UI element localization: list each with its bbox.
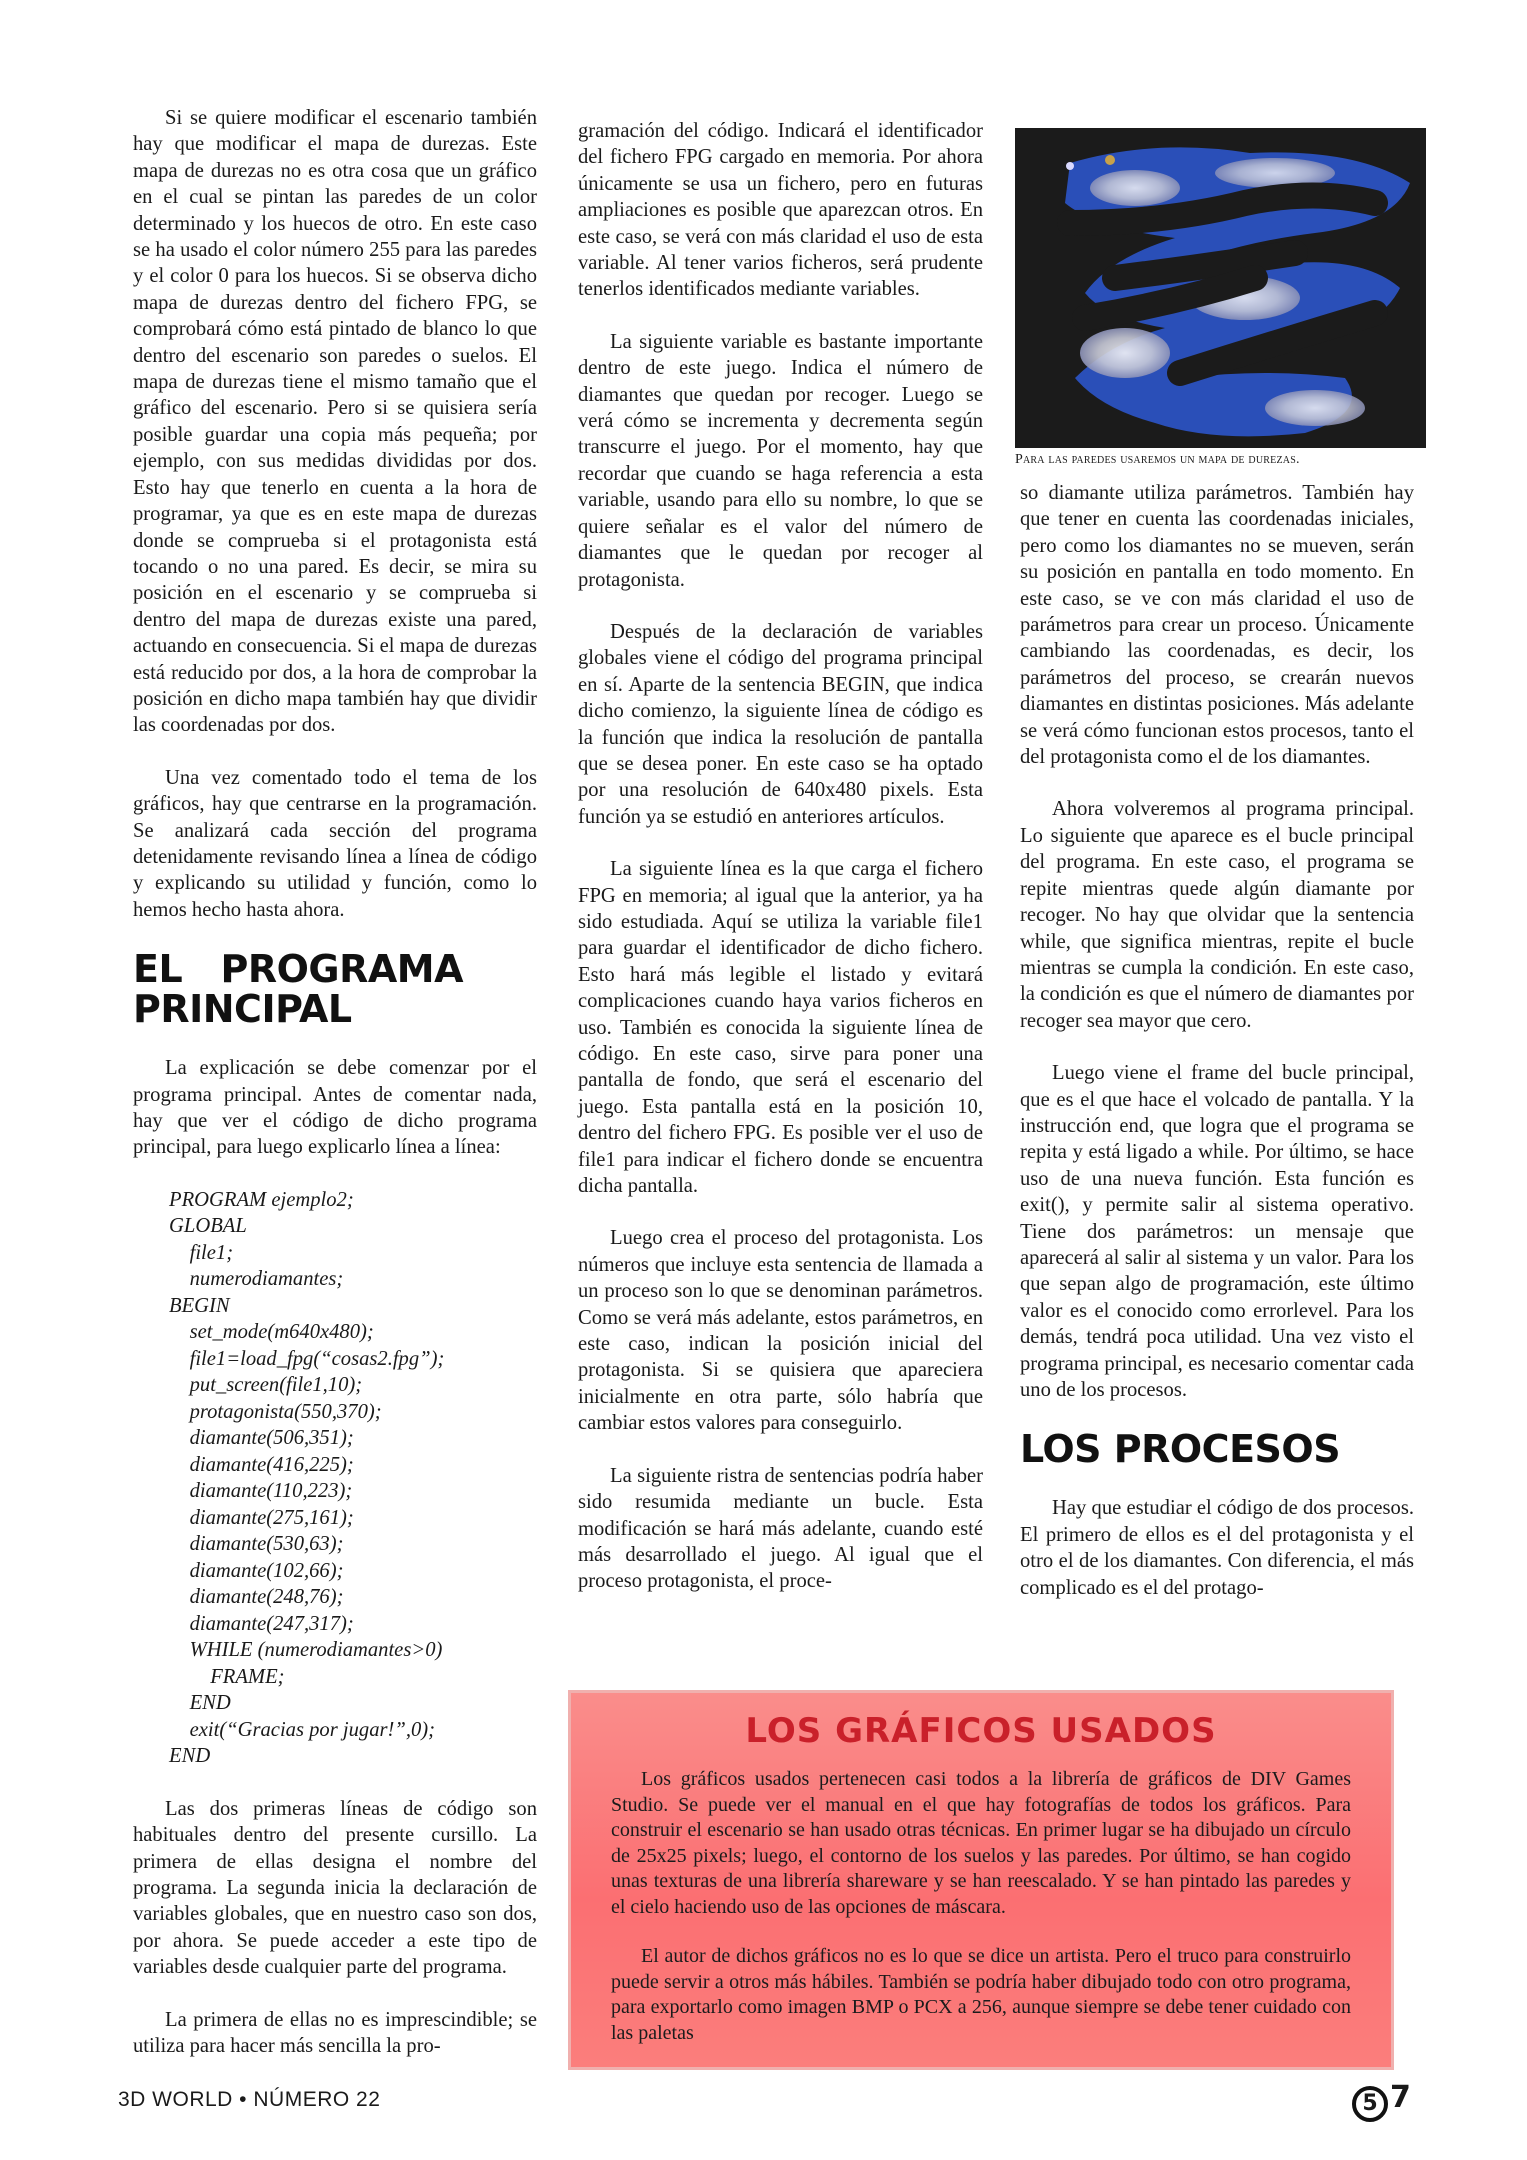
col2-paragraph-3: Después de la declaración de variables globales viene el código del programa principal en sí. Aparte de la sentencia BEGIN, que indica dicho comienzo, la siguiente línea de código es la función que indica la resolución de pantalla que se desea poner. En este caso se ha optado por una resolución de 640x480 pixels. Esta función ya se estudió en anteriores artículos. — [578, 620, 983, 828]
col2-paragraph-2: La siguiente variable es bastante importante dentro de este juego. Indica el número de diamantes que quedan por recoger. Luego se verá cómo se incrementa y decrementa según transcurre el juego. Por el momento, hay que recordar que cuando se haga referencia a esta variable, usando para ello su nombre, lo que se quiere señalar es el valor del número de diamantes que le quedan por recoger al protagonista. — [578, 330, 983, 591]
figure-caption: Para las paredes usaremos un mapa de durezas. — [1015, 452, 1300, 467]
code-line: set_mode(m640x480); — [169, 1321, 374, 1344]
heading-programa-principal: EL PROGRAMA PRINCIPAL — [133, 947, 463, 1032]
col1-paragraph-4: Las dos primeras líneas de código son habituales dentro del presente cursillo. La primera de ellas designa el nombre del programa. La segunda inicia la declaración de variables globales, que en nuestro caso son dos, por ahora. Se puede acceder a este tipo de variables desde cualquier parte del programa. — [133, 1797, 537, 1979]
col1-paragraph-5: La primera de ellas no es imprescindible; se utiliza para hacer más sencilla la pro- — [133, 2008, 537, 2058]
code-line: diamante(416,225); — [169, 1453, 354, 1476]
code-line: diamante(102,66); — [169, 1559, 344, 1582]
code-line: protagonista(550,370); — [169, 1400, 382, 1423]
column-1 — [133, 105, 537, 2085]
code-line: diamante(248,76); — [169, 1586, 344, 1609]
col3-paragraph-4: Hay que estudiar el código de dos procesos. El primero de ellos es el del protagonista y el otro el de los diamantes. Con diferencia, el más complicado es el del protago- — [1020, 1497, 1414, 1599]
col1-paragraph-3: La explicación se debe comenzar por el programa principal. Antes de comentar nada, hay que ver el código de dicho programa principal, para luego explicarlo línea a línea: — [133, 1057, 537, 1159]
col2-paragraph-4: La siguiente línea es la que carga el fichero FPG en memoria; al igual que la anterior, ya ha sido estudiada. Aquí se utiliza la variable file1 para guardar el identificador de dicho fichero. Esto hará más legible el listado y evitará complicaciones cuando haya varios ficheros en uso. También es conocida la siguiente línea de código. En este caso, sirve para poner una pantalla de fondo, que será el escenario del juego. Esta pantalla está en la posición 10, dentro del fichero FPG. Es posible ver el uso de file1 para indicar el fichero donde se encuentra dicha pantalla. — [578, 858, 983, 1198]
code-line: numerodiamantes; — [169, 1268, 344, 1291]
code-line: diamante(110,223); — [169, 1480, 353, 1503]
col1-paragraph-1: Si se quiere modificar el escenario también hay que modificar el mapa de durezas. Este mapa de durezas no es otra cosa que un gráfico en el cual se pintan las paredes de un color determinado y los huecos de otro. En este caso se ha usado el color número 255 para las paredes y el color 0 para los huecos. Si se observa dicho mapa de durezas dentro del fichero FPG, se comprobará cómo está pintado de blanco lo que dentro del escenario son paredes o suelos. El mapa de durezas tiene el mismo tamaño que el gráfico del escenario. Pero si se quisiera sería posible guardar una copia más pequeña; por ejemplo, con sus medidas divididas por dos. Esto hay que tenerlo en cuenta a la hora de programar, ya que es en este mapa de durezas donde se comprueba si el protagonista está tocando o no una pared. Es decir, se mira su posición en el escenario y se comprueba si dentro del mapa de durezas existe una pared, actuando en consecuencia. Si el mapa de durezas está reducido por dos, a la hora de comprobar la posición en dicho mapa también hay que dividir las coordenadas por dos. — [133, 107, 537, 737]
col3-paragraph-2: Ahora volveremos al programa principal. Lo siguiente que aparece es el bucle principal del programa. En este caso, el programa se repite mientras quede algún diamante por recoger. No hay que olvidar que la sentencia while, que significa mientras, repite el bucle mientras se cumpla la condición. En este caso, la condición es que el número de diamantes por recoger sea mayor que cero. — [1020, 798, 1414, 1032]
column-2 — [578, 118, 983, 1621]
code-line: diamante(247,317); — [169, 1612, 354, 1635]
code-line: diamante(275,161); — [169, 1506, 354, 1529]
col2-paragraph-5: Luego crea el proceso del protagonista. Los números que incluye esta sentencia de llamada a un proceso son lo que se denominan parámetros. Como se verá más adelante, estos parámetros, en este caso, indican la posición inicial del protagonista. Si se quisiera que apareciera inicialmente en otra parte, sólo habría que cambiar estos valores para conseguirlo. — [578, 1227, 983, 1435]
code-line: WHILE (numerodiamantes>0) — [169, 1639, 443, 1662]
col1-paragraph-2: Una vez comentado todo el tema de los gráficos, hay que centrarse en la programación. Se analizará cada sección del programa detenidamente revisando línea a línea de código y explicando su utilidad y función, como lo hemos hecho hasta ahora. — [133, 766, 537, 921]
code-line: END — [169, 1745, 211, 1768]
col3-paragraph-3: Luego viene el frame del bucle principal, que es el que hace el volcado de pantalla. Y la instrucción end, que logra que el programa se repita y está ligado a while. Por último, se hace uso de una nueva función. Esta función es exit(), y permite salir al sistema operativo. Tiene dos parámetros: un mensaje que aparecerá al salir al sistema y un valor. Para los que sepan algo de programación, este último valor es el conocido como errorlevel. Para los demás, tendrá poca utilidad. Una vez visto el programa principal, es necesario comentar cada uno de los procesos. — [1020, 1062, 1414, 1401]
magazine-footer: 3D WORLD • NÚMERO 22 — [118, 2088, 381, 2111]
col2-paragraph-6: La siguiente ristra de sentencias podría haber sido resumida mediante un bucle. Esta modificación se hará más adelante, cuando esté más desarrollado el juego. Al igual que el proceso protagonista, el proce- — [578, 1464, 983, 1593]
code-line: diamante(530,63); — [169, 1533, 344, 1556]
column-3 — [1020, 480, 1414, 1627]
page-number — [1352, 2080, 1411, 2122]
code-line: END — [169, 1692, 231, 1715]
diamond-sprite — [1105, 155, 1115, 165]
col3-paragraph-1: so diamante utiliza parámetros. También hay que tener en cuenta las coordenadas iniciales, pero como los diamantes no se mueven, serán su posición en pantalla en todo momento. En este caso, se ve con más claridad el uso de parámetros para crear un proceso. Únicamente cambiando las coordenadas, es decir, los parámetros del proceso, se crearán nuevos diamantes en distintas posiciones. Más adelante se verá cómo funcionan estos procesos, tanto el del protagonista como el de los diamantes. — [1020, 482, 1414, 769]
sidebar-paragraph-2: El autor de dichos gráficos no es lo que se dice un artista. Pero el truco para construirlo puede servir a otros más hábiles. También se podría haber dibujado todo con otro programa, para exportarlo como imagen BMP o PCX a 256, aunque siempre se debe tener cuidado con las paletas — [611, 1945, 1351, 2044]
sidebar-box-title: LOS GRÁFICOS USADOS — [745, 1711, 1217, 1751]
code-line: diamante(506,351); — [169, 1427, 354, 1450]
code-listing — [169, 1187, 537, 1770]
code-line: put_screen(file1,10); — [169, 1374, 363, 1397]
hardness-map-screenshot — [1015, 128, 1426, 468]
code-line: exit(“Gracias por jugar!”,0); — [169, 1718, 435, 1741]
graphics-sidebar-box — [568, 1690, 1394, 2070]
code-line: PROGRAM ejemplo2; — [169, 1188, 354, 1211]
page-number-digit: 7 — [1390, 2080, 1411, 2115]
code-line: FRAME; — [169, 1665, 285, 1688]
col2-paragraph-1: gramación del código. Indicará el identificador del fichero FPG cargado en memoria. Por ahora únicamente se usa un fichero, pero en futuras ampliaciones es posible que aparezcan otros. En este caso, se verá con más claridad el uso de esta variable. Al tener varios ficheros, será prudente tenerlos identificados mediante variables. — [578, 120, 983, 301]
code-line: GLOBAL — [169, 1215, 247, 1238]
code-line: file1; — [169, 1241, 234, 1264]
sidebar-box-text — [571, 1751, 1391, 2046]
code-line: file1=load_fpg(“cosas2.fpg”); — [169, 1347, 445, 1370]
code-line: BEGIN — [169, 1294, 230, 1317]
game-scene-image — [1015, 128, 1426, 448]
page-number-ring-digit: 5 — [1352, 2086, 1388, 2122]
protagonist-sprite — [1066, 162, 1074, 170]
sidebar-paragraph-1: Los gráficos usados pertenecen casi todos a la librería de gráficos de DIV Games Studio. Se puede ver el manual en el que hay fotografías de todos los gráficos. Para construir el escenario se han usado otras técnicas. En primer lugar se ha dibujado un círculo de 25x25 pixels; luego, el contorno de los suelos y las paredes. Por último, se han cogido unas texturas de una librería shareware y se han reescalado. Y se han pintado las paredes y el cielo haciendo uso de las opciones de máscara. — [611, 1768, 1351, 1918]
heading-los-procesos: LOS PROCESOS — [1020, 1427, 1341, 1472]
